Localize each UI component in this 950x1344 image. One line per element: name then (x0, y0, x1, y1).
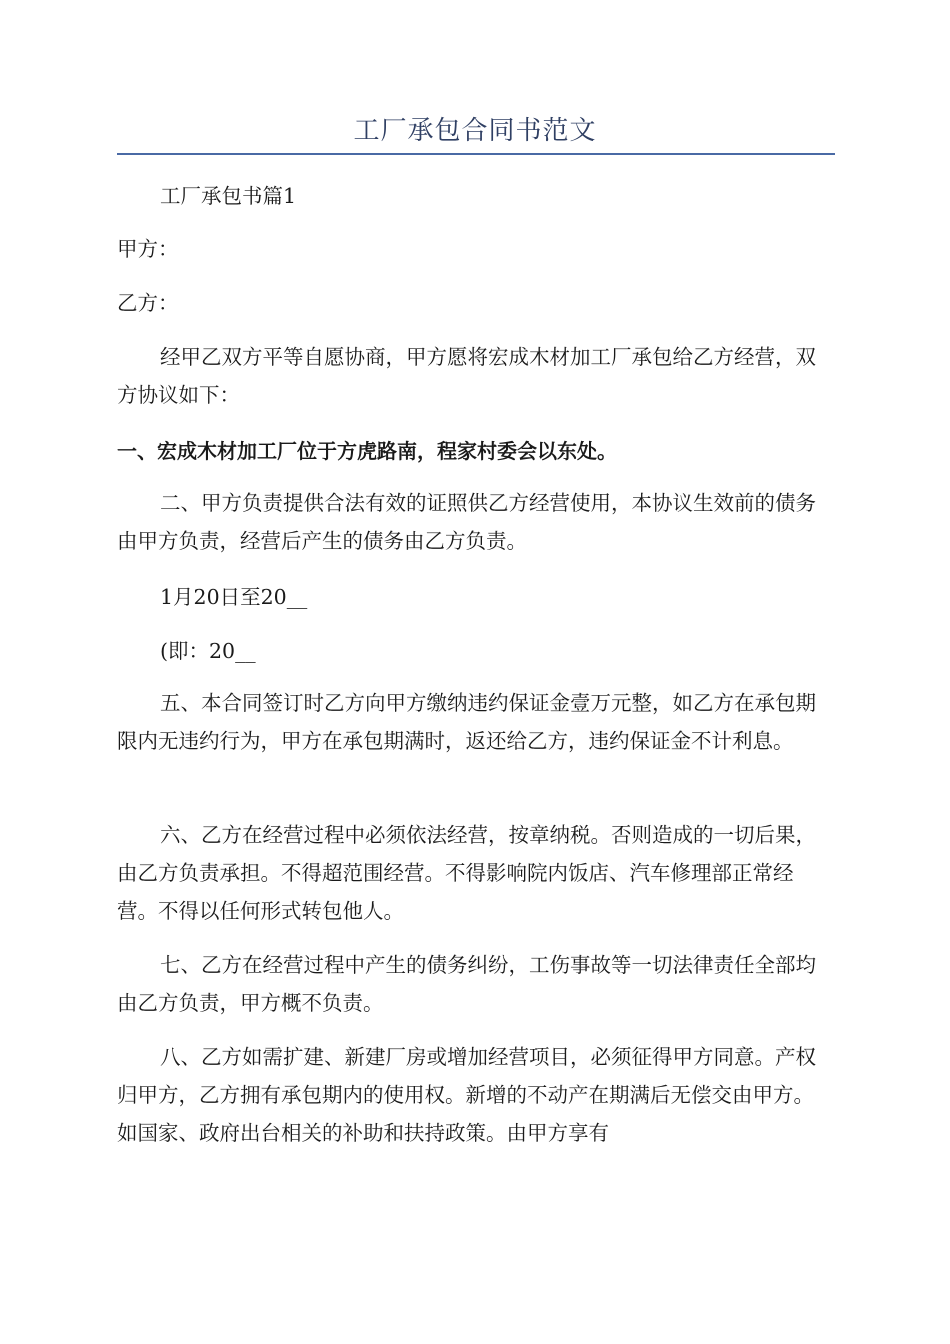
document-title: 工厂承包合同书范文 (353, 116, 597, 146)
clause-8: 八、乙方如需扩建、新建厂房或增加经营项目，必须征得甲方同意。产权归甲方，乙方拥有承包期内的使用权。新增的不动产在期满后无偿交由甲方。如国家、政府出台相关的补助和扶持政策。由甲方享有 (117, 1045, 816, 1145)
section-heading: 工厂承包书篇1 (160, 184, 297, 208)
date-line: 1月20日至20__ (160, 585, 308, 609)
clause-5: 五、本合同签订时乙方向甲方缴纳违约保证金壹万元整，如乙方在承包期限内无违约行为，甲方在承包期满时，返还给乙方，违约保证金不计利息。 (117, 691, 816, 753)
party-a-line: 甲方： (117, 237, 179, 261)
clause-1: 一、宏成木材加工厂位于方虎路南，程家村委会以东处。 (117, 439, 617, 463)
title-underline (117, 153, 835, 155)
date-note-line: (即：20__ (160, 639, 256, 663)
intro-paragraph: 经甲乙双方平等自愿协商，甲方愿将宏成木材加工厂承包给乙方经营，双方协议如下： (117, 345, 816, 407)
party-b-line: 乙方： (117, 291, 179, 315)
clause-2: 二、甲方负责提供合法有效的证照供乙方经营使用，本协议生效前的债务由甲方负责，经营后产生的债务由乙方负责。 (117, 491, 816, 553)
clause-6: 六、乙方在经营过程中必须依法经营，按章纳税。否则造成的一切后果，由乙方负责承担。不得超范围经营。不得影响院内饭店、汽车修理部正常经营。不得以任何形式转包他人。 (117, 823, 816, 923)
clause-7: 七、乙方在经营过程中产生的债务纠纷，工伤事故等一切法律责任全部均由乙方负责，甲方概不负责。 (117, 953, 816, 1015)
